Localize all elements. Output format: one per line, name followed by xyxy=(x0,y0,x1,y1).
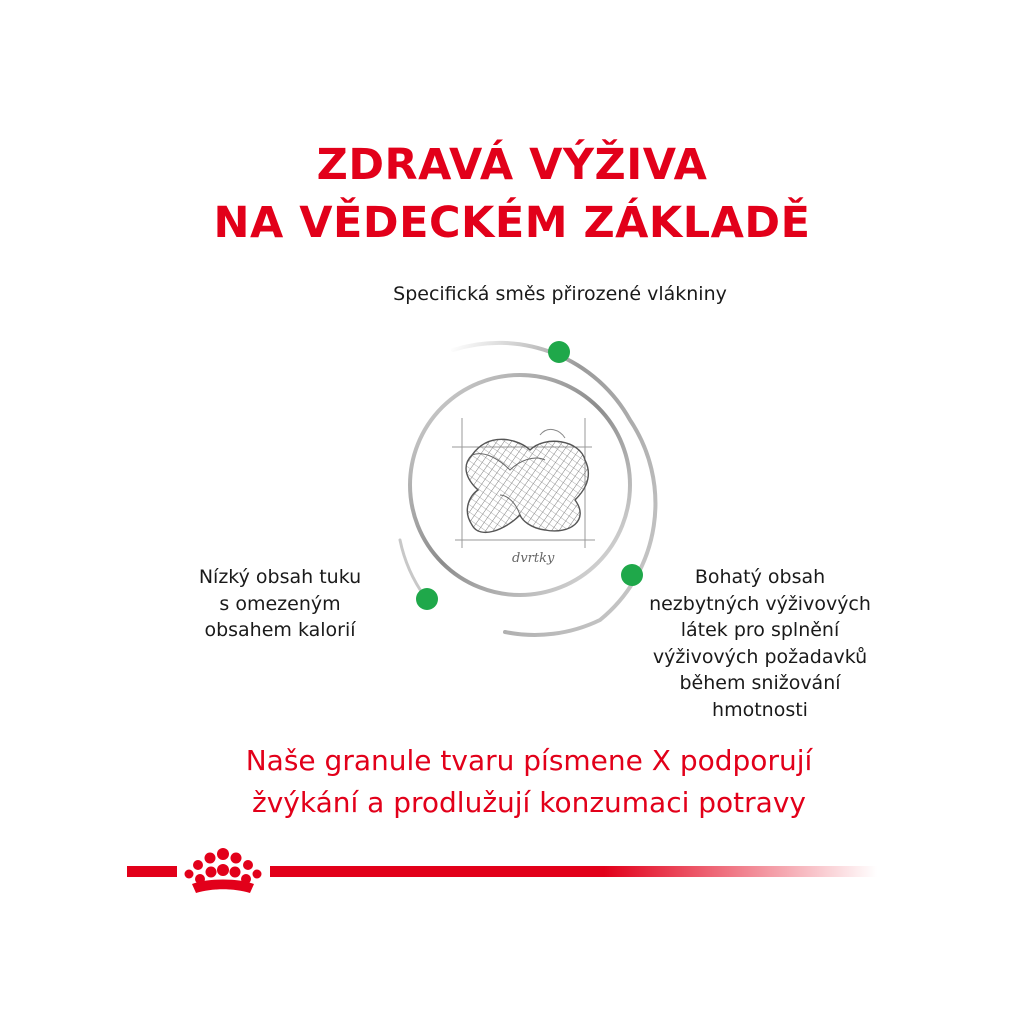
brand-bar-left xyxy=(127,866,177,877)
headline xyxy=(0,136,1024,252)
tagline xyxy=(0,740,1024,824)
x-kibble-sketch-icon xyxy=(452,418,595,566)
feature-nutrients-line: látek pro splnění xyxy=(680,619,840,641)
signature-text: dvrtky xyxy=(512,551,555,566)
feature-fiber xyxy=(0,281,1024,308)
feature-low-fat-line: obsahem kalorií xyxy=(204,619,356,641)
royal-canin-crown-logo xyxy=(182,846,264,896)
marker-left xyxy=(416,588,438,610)
tagline-line-2: žvýkání a prodlužují konzumaci potravy xyxy=(252,786,806,819)
headline-line-2: NA VĚDECKÉM ZÁKLADĚ xyxy=(213,198,811,248)
feature-nutrients-line: nezbytných výživových xyxy=(649,592,871,615)
headline-line-1: ZDRAVÁ VÝŽIVA xyxy=(316,140,708,190)
marker-top xyxy=(548,341,570,363)
feature-nutrients-line: hmotnosti xyxy=(712,698,808,721)
feature-low-fat-line: s omezeným xyxy=(219,592,341,615)
feature-low-fat-line: Nízký obsah tuku xyxy=(198,566,362,588)
tagline-line-1: Naše granule tvaru písmene X podporují xyxy=(245,744,813,777)
feature-fiber-text: Specifická směs přirozené vlákniny xyxy=(393,283,727,305)
marker-right xyxy=(621,564,643,586)
kibble-diagram xyxy=(380,330,680,650)
outer-ring-arc-left xyxy=(400,540,425,597)
feature-nutrients-line: Bohatý obsah xyxy=(694,566,826,588)
feature-low-fat xyxy=(170,564,390,644)
feature-nutrients-line: během snižování xyxy=(679,672,841,694)
feature-nutrients-line: výživových požadavků xyxy=(652,645,868,668)
brand-bar-right xyxy=(270,866,877,877)
brand-bar xyxy=(127,842,877,902)
